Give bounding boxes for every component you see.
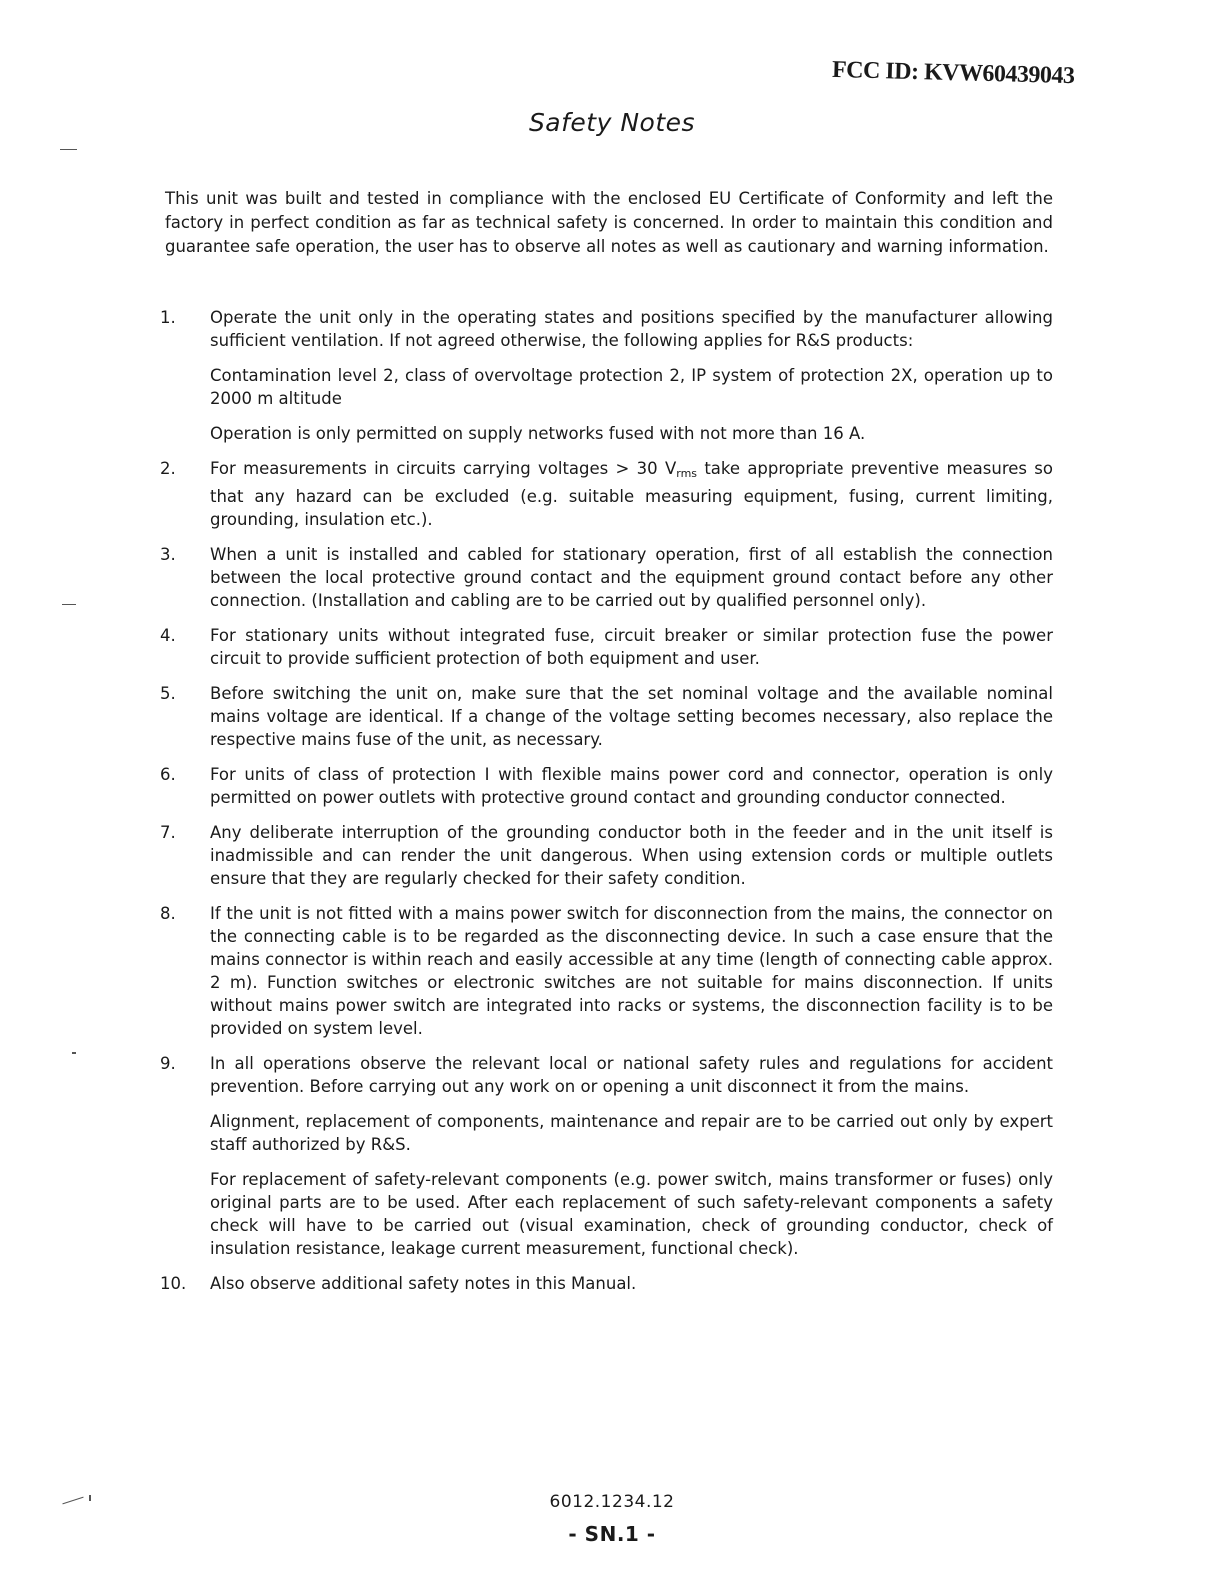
safety-note-10 [160, 1272, 1053, 1295]
note-paragraph: Also observe additional safety notes in this Manual. [210, 1274, 637, 1293]
rms-subscript: rms [676, 467, 698, 480]
safety-note-1 [160, 306, 1053, 445]
note-number: 3. [160, 545, 176, 564]
note-body [210, 1272, 1053, 1295]
safety-note-3 [160, 543, 1053, 612]
note-number: 6. [160, 765, 176, 784]
safety-note-9 [160, 1052, 1053, 1260]
page-title: Safety Notes [528, 108, 696, 137]
margin-mark [60, 149, 77, 150]
note-paragraph: Operate the unit only in the operating states and positions specified by the manufacturer allowing sufficient ventilation. If not agreed otherwise, the following applies for R&S products: [210, 308, 1053, 350]
note-paragraph [210, 457, 1053, 531]
note-body [210, 902, 1053, 1040]
margin-mark [62, 604, 76, 605]
note-text: For measurements in circuits carrying voltages > 30 V [210, 459, 677, 478]
note-body [210, 682, 1053, 751]
note-body [210, 306, 1053, 445]
page-number: - SN.1 - [568, 1522, 656, 1546]
safety-note-5 [160, 682, 1053, 751]
note-body [210, 543, 1053, 612]
note-body [210, 624, 1053, 670]
safety-notes-list [160, 306, 1053, 1307]
note-paragraph: In all operations observe the relevant local or national safety rules and regulations for accident prevention. Before carrying out any work on or opening a unit disconnect it from the mains. [210, 1054, 1053, 1096]
intro-paragraph: This unit was built and tested in compliance with the enclosed EU Certificate of Conformity and left the factory in perfect condition as far as technical safety is concerned. In order to maintain this condition and guarantee safe operation, the user has to observe all notes as well as cautionary and warning information. [165, 189, 1053, 256]
safety-note-6 [160, 763, 1053, 809]
note-body [210, 1052, 1053, 1260]
note-paragraph: For replacement of safety-relevant components (e.g. power switch, mains transformer or fuses) only original parts are to be used. After each replacement of such safety-relevant components a safety check will have to be carried out (visual examination, check of grounding conductor, check of insulation resistance, leakage current measurement, functional check). [210, 1170, 1053, 1258]
note-paragraph: Operation is only permitted on supply networks fused with not more than 16 A. [210, 424, 866, 443]
note-number: 7. [160, 823, 176, 842]
note-body [210, 821, 1053, 890]
document-number: 6012.1234.12 [549, 1492, 675, 1512]
safety-note-8 [160, 902, 1053, 1040]
note-number: 1. [160, 308, 176, 327]
note-paragraph: If the unit is not fitted with a mains power switch for disconnection from the mains, the connector on the connecting cable is to be regarded as the disconnecting device. In such a case ensure that the mains connector is within reach and easily accessible at any time (length of connecting cable approx. 2 m). Function switches or electronic switches are not suitable for mains disconnection. If units without mains power switch are integrated into racks or systems, the disconnection facility is to be provided on system level. [210, 904, 1053, 1038]
margin-mark [72, 1052, 76, 1054]
note-number: 10. [160, 1274, 187, 1293]
note-paragraph: Any deliberate interruption of the grounding conductor both in the feeder and in the unit itself is inadmissible and can render the unit dangerous. When using extension cords or multiple outlets ensure that they are regularly checked for their safety condition. [210, 823, 1053, 888]
note-body [210, 457, 1053, 531]
safety-note-4 [160, 624, 1053, 670]
note-paragraph: Alignment, replacement of components, maintenance and repair are to be carried out only by expert staff authorized by R&S. [210, 1112, 1053, 1154]
note-number: 4. [160, 626, 176, 645]
note-paragraph: For stationary units without integrated fuse, circuit breaker or similar protection fuse the power circuit to provide sufficient protection of both equipment and user. [210, 626, 1053, 668]
note-paragraph: Contamination level 2, class of overvoltage protection 2, IP system of protection 2X, operation up to 2000 m altitude [210, 366, 1053, 408]
note-number: 9. [160, 1054, 176, 1073]
note-number: 2. [160, 459, 176, 478]
note-paragraph: For units of class of protection I with flexible mains power cord and connector, operation is only permitted on power outlets with protective ground contact and grounding conductor connected. [210, 765, 1053, 807]
note-paragraph: Before switching the unit on, make sure that the set nominal voltage and the available nominal mains voltage are identical. If a change of the voltage setting becomes necessary, also replace the respective mains fuse of the unit, as necessary. [210, 684, 1053, 749]
note-text: take appropriate preventive measures so that any hazard can be excluded (e.g. suitable measuring equipment, fusing, current limiting, grounding, insulation etc.). [210, 459, 1053, 529]
note-number: 8. [160, 904, 176, 923]
note-body [210, 763, 1053, 809]
note-number: 5. [160, 684, 176, 703]
safety-note-7 [160, 821, 1053, 890]
safety-note-2 [160, 457, 1053, 531]
note-paragraph: When a unit is installed and cabled for stationary operation, first of all establish the connection between the local protective ground contact and the equipment ground contact before any other connection. (Installation and cabling are to be carried out by qualified personnel only). [210, 545, 1053, 610]
fcc-id-stamp: FCC ID: KVW60439043 [831, 56, 1075, 90]
